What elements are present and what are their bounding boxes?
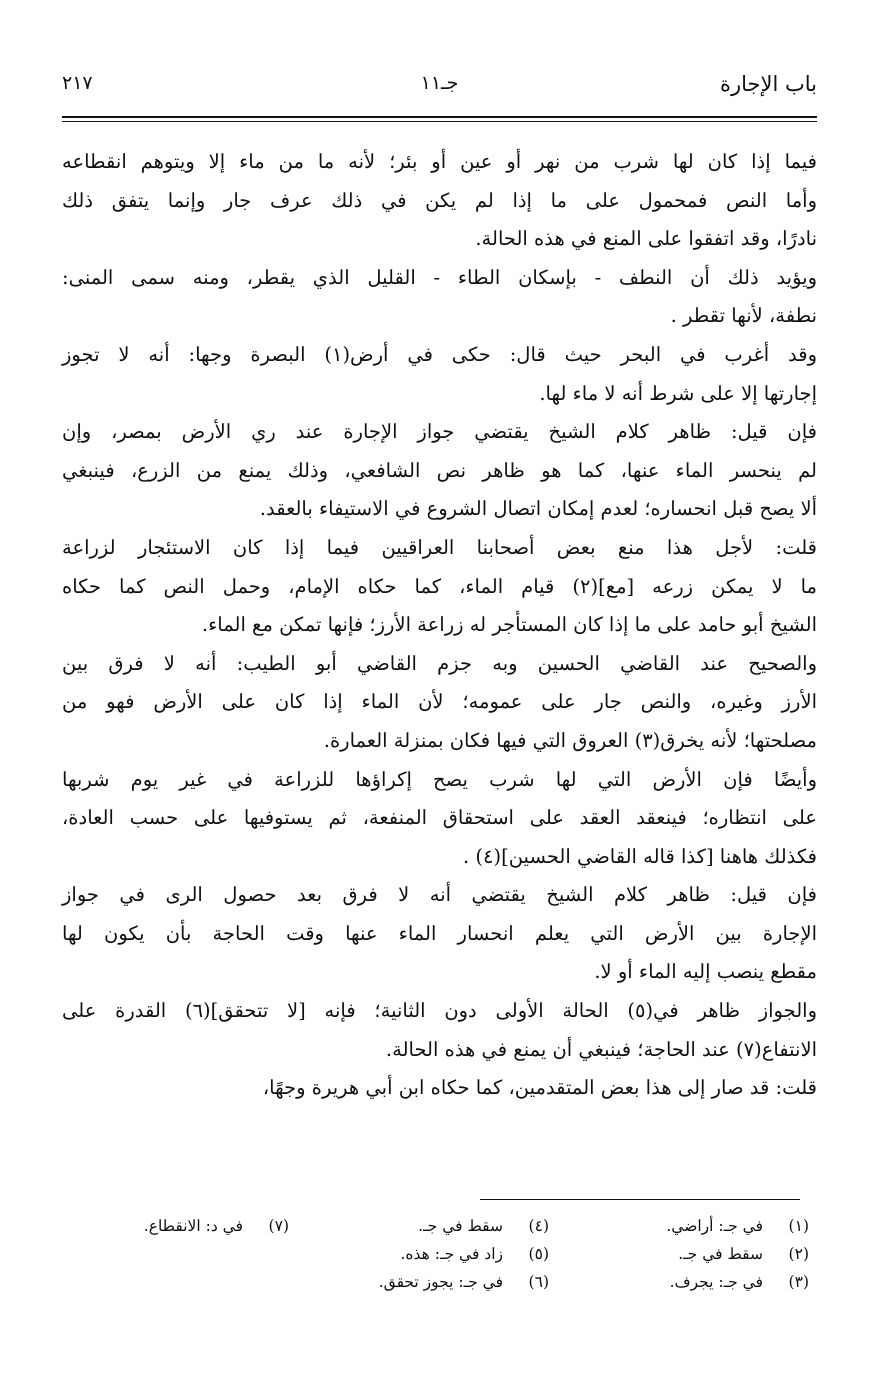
main-text (62, 143, 817, 1108)
text-line: الانتفاع(٧) عند الحاجة؛ فينبغي أن يمنع في هذه الحالة. (385, 1037, 817, 1061)
footnote (299, 1212, 549, 1240)
text-line: مقطع ينصب إليه الماء أو لا. (594, 960, 817, 984)
text-line: والصحيح عند القاضي الحسين وبه جزم القاضي أبو الطيب: أنه لا فرق بين (62, 651, 817, 675)
text-line: فإن قيل: ظاهر كلام الشيخ يقتضي جواز الإجارة عند ري الأرض بمصر، وإن (62, 420, 817, 444)
footnote-number: (٦) (528, 1273, 549, 1291)
text-line: لم ينحسر الماء عنها، كما هو ظاهر نص الشافعي، وذلك يمنع من الزرع، فينبغي (62, 458, 817, 482)
text-line: فإن قيل: ظاهر كلام الشيخ يقتضي أنه لا فرق بعد حصول الرى في جواز (62, 883, 817, 907)
text-line: ألا يصح قبل انحساره؛ لعدم إمكان اتصال الشروع في الاستيفاء بالعقد. (259, 497, 817, 521)
text-line: وقد أغرب في البحر حيث قال: حكى في أرض(١) البصرة وجها: أنه لا تجوز (62, 342, 817, 366)
footnote-number: (٤) (528, 1217, 549, 1235)
footnote-number: (١) (788, 1217, 809, 1235)
footnote-number: (٧) (268, 1217, 289, 1235)
paragraph (62, 992, 817, 1069)
text-line: فيما إذا كان لها شرب من نهر أو عين أو بئر؛ لأنه ما من ماء إلا ويتوهم انقطاعه (62, 150, 817, 173)
text-line: وأيضًا فإن الأرض التي لها شرب يصح إكراؤها للزراعة في غير يوم شربها (62, 767, 817, 791)
footnote-number: (٢) (788, 1245, 809, 1263)
footnote-text: زاد في جـ: هذه. (400, 1245, 503, 1263)
footnote-separator (480, 1199, 800, 1200)
text-line: والجواز ظاهر في(٥) الحالة الأولى دون الثانية؛ فإنه [لا تتحقق](٦) القدرة على (62, 999, 817, 1023)
paragraph (62, 413, 817, 529)
text-line: قلت: لأجل هذا منع بعض أصحابنا العراقيين فيما إذا كان الاستئجار لزراعة (62, 535, 817, 559)
footnote-column-3 (89, 1212, 289, 1240)
paragraph (62, 143, 817, 259)
footnote-text: في جـ: يجرف. (669, 1273, 763, 1291)
paragraph (62, 529, 817, 645)
text-line: قلت: قد صار إلى هذا بعض المتقدمين، كما حكاه ابن أبي هريرة وجهًا، (262, 1076, 817, 1100)
footnote-text: في د: الانقطاع. (143, 1217, 243, 1235)
footnote-text: في جـ: أراضي. (666, 1217, 763, 1235)
paragraph (62, 259, 817, 336)
footnote (299, 1268, 549, 1296)
text-line: مصلحتها؛ لأنه يخرق(٣) العروق التي فيها فكان بمنزلة العمارة. (323, 728, 817, 752)
footnote (579, 1268, 809, 1296)
footnote-column-2 (299, 1212, 549, 1296)
paragraph (62, 761, 817, 877)
text-line: على انتظاره؛ فينعقد العقد على استحقاق المنفعة، ثم يستوفيها على حسب العادة، (62, 806, 817, 830)
footnote-text: في جـ: يجوز تحقق. (378, 1273, 503, 1291)
footnote-text: سقط في جـ. (418, 1217, 503, 1235)
text-line: إجارتها إلا على شرط أنه لا ماء لها. (539, 381, 817, 405)
text-line: الإجارة بين الأرض التي يعلم انحسار الماء عنها وقت الحاجة بأن يكون لها (62, 921, 817, 945)
text-line: ما لا يمكن زرعه [مع](٢) قيام الماء، كما حكاه الإمام، وحمل النص كما حكاه (62, 574, 817, 598)
footnote (89, 1212, 289, 1240)
text-line: نطفة، لأنها تقطر . (670, 304, 817, 328)
text-line: الأرز وغيره، والنص جار على عمومه؛ لأن الماء إذا كان على الأرض فهو من (62, 690, 817, 714)
paragraph (62, 876, 817, 992)
footnote-column-1 (579, 1212, 809, 1296)
text-line: الشيخ أبو حامد على ما إذا كان المستأجر له زراعة الأرز؛ فإنها تمكن مع الماء. (201, 613, 817, 637)
text-line: نادرًا، وقد اتفقوا على المنع في هذه الحالة. (475, 227, 817, 251)
footnote (299, 1240, 549, 1268)
text-line: ويؤيد ذلك أن النطف - بإسكان الطاء - القليل الذي يقطر، ومنه سمى المنى: (62, 265, 817, 289)
footnote-number: (٣) (788, 1273, 809, 1291)
page-number: ٢١٧ (62, 72, 93, 94)
text-line: فكذلك هاهنا [كذا قاله القاضي الحسين](٤) . (463, 844, 817, 868)
text-line: وأما النص فمحمول على ما إذا لم يكن في ذلك عرف جار وإنما يتفق ذلك (62, 188, 817, 212)
paragraph (62, 336, 817, 413)
paragraph (62, 645, 817, 761)
footnote (579, 1212, 809, 1240)
paragraph (62, 1069, 817, 1108)
footnote-number: (٥) (528, 1245, 549, 1263)
footnote (579, 1240, 809, 1268)
header-rule-thin (62, 121, 817, 122)
header-rule-thick (62, 116, 817, 118)
volume-number: جـ۱۱ (420, 72, 459, 94)
footnote-text: سقط في جـ. (678, 1245, 763, 1263)
chapter-title: باب الإجارة (719, 72, 817, 96)
page-header (62, 72, 817, 112)
